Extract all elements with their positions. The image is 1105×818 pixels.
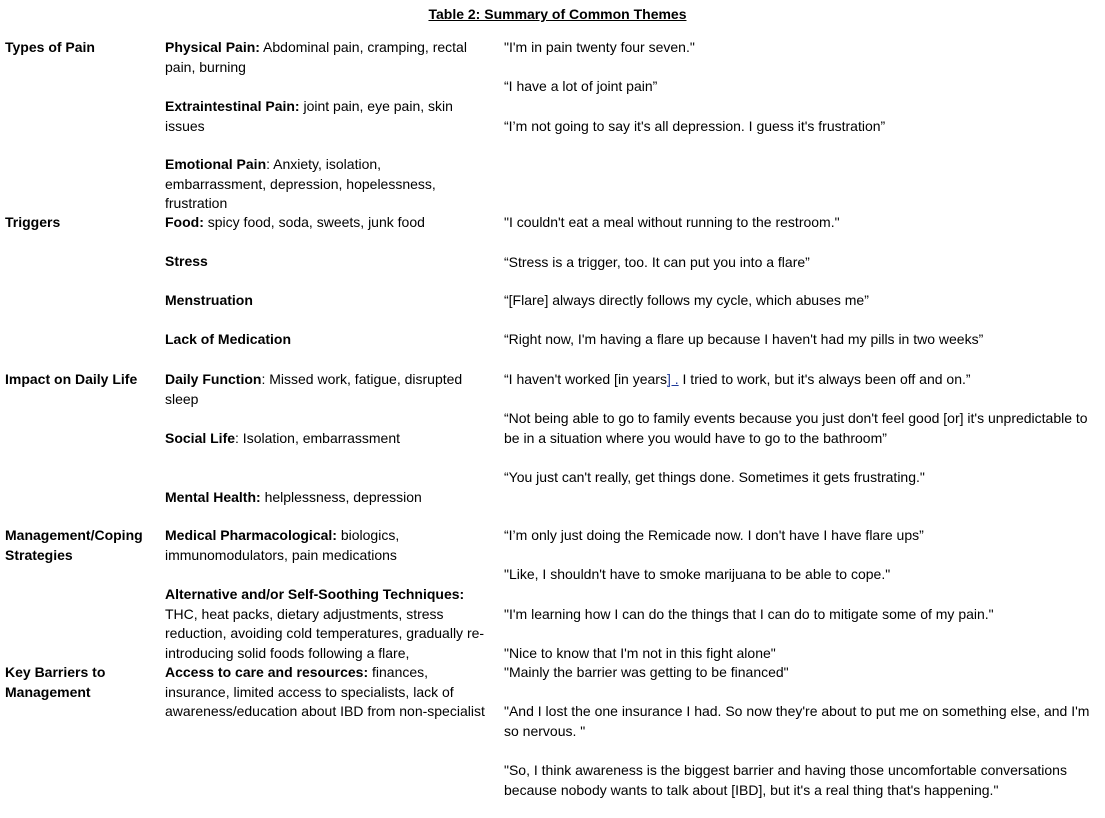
subtheme-menstruation: Menstruation bbox=[165, 292, 253, 308]
quote: "Like, I shouldn't have to smoke marijuana to be able to cope." bbox=[504, 566, 891, 582]
subtheme-lack-of-medication: Lack of Medication bbox=[165, 331, 292, 347]
quote: "So, I think awareness is the biggest barrier and having those uncomfortable conversations because nobody wants to talk about [IBD], but it's a real thing that's happening." bbox=[504, 762, 1067, 798]
subtheme-social-life: Social Life: Isolation, embarrassment bbox=[165, 430, 400, 446]
quote: “I’m only just doing the Remicade now. I don't have I have flare ups” bbox=[504, 527, 924, 543]
quote: “I haven't worked [in years] . I tried to work, but it's always been off and on.” bbox=[504, 371, 971, 387]
quote: “Stress is a trigger, too. It can put you into a flare” bbox=[504, 254, 810, 270]
subtheme-stress: Stress bbox=[165, 253, 208, 269]
subtheme-emotional-pain: Emotional Pain: Anxiety, isolation, embarrassment, depression, hopelessness, frustration bbox=[165, 156, 436, 211]
table-title: Table 2: Summary of Common Themes bbox=[428, 6, 687, 22]
quote: "Mainly the barrier was getting to be financed" bbox=[504, 664, 789, 680]
subtheme-food: Food: spicy food, soda, sweets, junk food bbox=[165, 214, 425, 230]
subtheme-extraintestinal-pain: Extraintestinal Pain: joint pain, eye pain, skin issues bbox=[165, 98, 453, 134]
subtheme-mental-health: Mental Health: helplessness, depression bbox=[165, 489, 422, 505]
quote: “I have a lot of joint pain” bbox=[504, 78, 658, 94]
subtheme-medical-pharmacological: Medical Pharmacological: biologics, immunomodulators, pain medications bbox=[165, 527, 400, 563]
quote: "Nice to know that I'm not in this fight alone" bbox=[504, 645, 776, 661]
subtheme-daily-function: Daily Function: Missed work, fatigue, disrupted sleep bbox=[165, 371, 463, 407]
theme-triggers: Triggers bbox=[5, 214, 61, 230]
quote: "I'm in pain twenty four seven." bbox=[504, 39, 695, 55]
quote: “Not being able to go to family events because you just don't feel good [or] it's unpredictable to be in a situation where you would have to go to the bathroom” bbox=[504, 410, 1088, 446]
quote: “Right now, I'm having a flare up because I haven't had my pills in two weeks” bbox=[504, 331, 984, 347]
theme-key-barriers: Key Barriers to Management bbox=[5, 664, 106, 700]
subtheme-physical-pain: Physical Pain: Abdominal pain, cramping, rectal pain, burning bbox=[165, 39, 467, 75]
quote: "And I lost the one insurance I had. So now they're about to put me on something else, and I'm so nervous. " bbox=[504, 703, 1090, 739]
quote: "I'm learning how I can do the things that I can do to mitigate some of my pain." bbox=[504, 606, 994, 622]
theme-impact-on-daily-life: Impact on Daily Life bbox=[5, 371, 138, 387]
quote: "I couldn't eat a meal without running to the restroom." bbox=[504, 214, 840, 230]
underlined-mark: ] . bbox=[666, 371, 679, 387]
subtheme-access-to-care: Access to care and resources: finances, insurance, limited access to specialists, lack of awareness/education about IBD from non-specialist bbox=[165, 664, 485, 719]
quote: “[Flare] always directly follows my cycle, which abuses me” bbox=[504, 292, 869, 308]
quote: “I’m not going to say it's all depression. I guess it's frustration” bbox=[504, 118, 886, 134]
theme-types-of-pain: Types of Pain bbox=[5, 39, 95, 55]
quote: “You just can't really, get things done. Sometimes it gets frustrating." bbox=[504, 469, 925, 485]
theme-management-coping: Management/Coping Strategies bbox=[5, 527, 143, 563]
subtheme-alternative-techniques: Alternative and/or Self-Soothing Techniques: THC, heat packs, dietary adjustments, stress reduction, avoiding cold temperatures, gradually re-introducing solid foods following a flare, bbox=[165, 586, 485, 661]
